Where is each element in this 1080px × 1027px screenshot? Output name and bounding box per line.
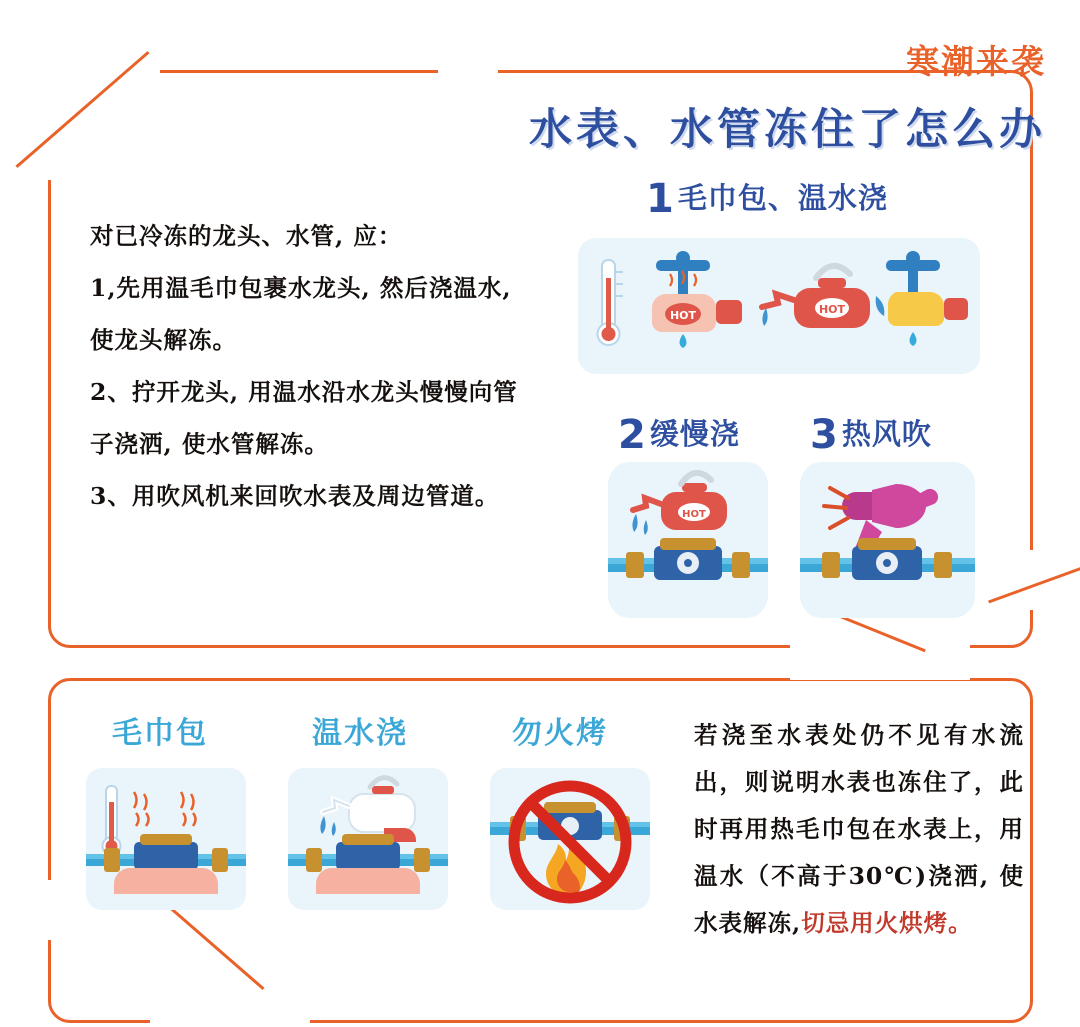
step-3-number: 3 (810, 412, 838, 458)
svg-text:HOT: HOT (669, 309, 697, 322)
warm-water-pour-meter-icon (288, 768, 448, 910)
instruction-line: 3、用吹风机来回吹水表及周边管道。 (90, 482, 500, 510)
instruction-line: 使龙头解冻。 (90, 326, 237, 354)
bottom-caption-1: 毛巾包 (112, 716, 208, 751)
instruction-block (90, 210, 560, 522)
no-fire-meter-icon (490, 768, 650, 910)
bottom-illustration-1 (86, 768, 246, 910)
frame-notch (438, 60, 498, 100)
step-3-illustration (800, 462, 975, 618)
step-2-illustration (608, 462, 768, 618)
bottom-illustration-2 (288, 768, 448, 910)
kettle-pouring-meter-icon (608, 462, 768, 618)
step-3-text: 热风吹 (841, 417, 932, 451)
step-3-label (810, 412, 932, 458)
instruction-intro: 对已冷冻的龙头、水管, 应： (90, 222, 403, 250)
frame-notch (790, 620, 970, 680)
faucet-towel-kettle-icon (578, 238, 980, 374)
step-2-number: 2 (618, 412, 646, 458)
instruction-line: 1,先用温毛巾包裹水龙头, 然后浇温水, (90, 274, 512, 302)
step-1-number: 1 (646, 176, 674, 222)
bottom-note-text: 若浇至水表处仍不见有水流出，则说明水表也冻住了，此时再用热毛巾包在水表上，用温水（不高于30℃)浇洒, 使水表解冻, (694, 721, 1024, 937)
instruction-line: 子浇洒, 使水管解冻。 (90, 430, 329, 458)
bottom-note (694, 712, 1024, 947)
frame-notch (150, 985, 310, 1027)
bottom-note-warning: 切忌用火烘烤。 (801, 909, 973, 937)
bottom-illustration-3 (490, 768, 650, 910)
bottom-caption-2: 温水浇 (312, 716, 408, 751)
frame-notch (40, 60, 160, 180)
svg-text:HOT: HOT (682, 509, 706, 520)
hairdryer-meter-icon (800, 462, 975, 618)
bottom-caption-3: 勿火烤 (512, 716, 608, 751)
step-2-text: 缓慢浇 (649, 417, 740, 451)
step-1-label (646, 176, 888, 222)
towel-wrap-meter-icon (86, 768, 246, 910)
instruction-line: 2、拧开龙头, 用温水沿水龙头慢慢向管 (90, 378, 518, 406)
step-2-label (618, 412, 740, 458)
svg-text:HOT: HOT (818, 303, 846, 316)
step-1-illustration (578, 238, 980, 374)
page-title: 水表、水管冻住了怎么办 (529, 105, 1046, 155)
kicker-title: 寒潮来袭 (906, 42, 1046, 81)
step-1-text: 毛巾包、温水浇 (677, 181, 888, 215)
